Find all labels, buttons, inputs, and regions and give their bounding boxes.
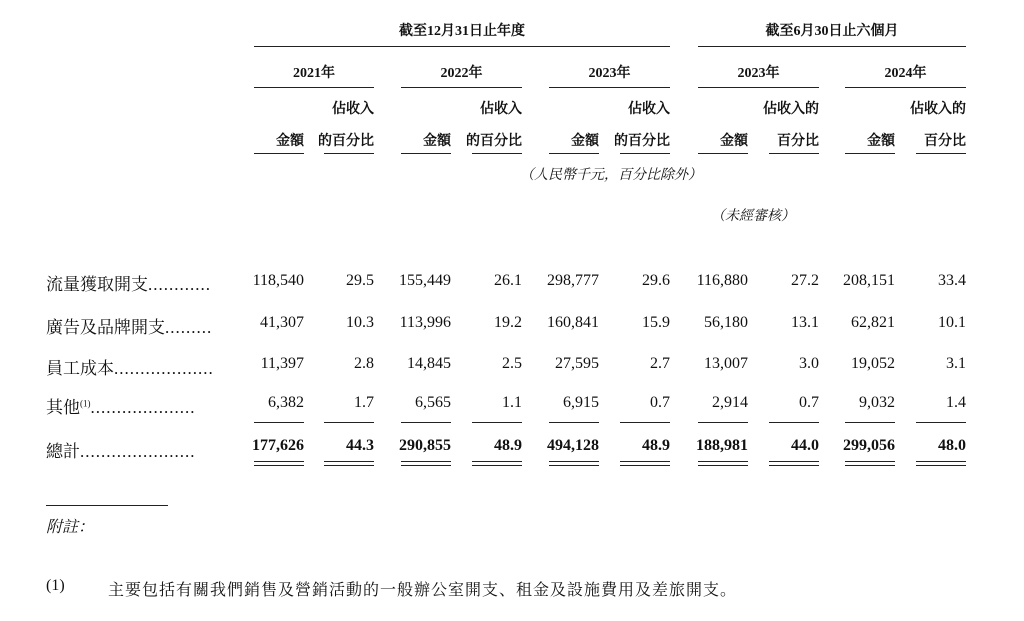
note-text: 主要包括有關我們銷售及營銷活動的一般辦公室開支、租金及設施費用及差旅開支。 <box>108 582 738 599</box>
unaudited-note: （未經審核） <box>711 209 795 224</box>
subtotal-rule <box>845 422 895 423</box>
table-cell: 3.1 <box>946 355 966 372</box>
table-cell: 160,841 <box>547 314 599 331</box>
double-rule <box>401 465 451 466</box>
total-cell: 48.9 <box>494 437 522 454</box>
year-header: 2024年 <box>884 66 927 81</box>
col-amount: 金額 <box>571 134 599 149</box>
header-rule <box>698 46 966 47</box>
table-cell: 6,382 <box>268 394 304 411</box>
double-rule <box>769 461 819 462</box>
table-cell: 41,307 <box>260 314 304 331</box>
double-rule <box>620 465 670 466</box>
subtotal-rule <box>401 422 451 423</box>
table-cell: 13,007 <box>704 355 748 372</box>
table-cell: 1.1 <box>502 394 522 411</box>
row-label-staff-cost: 員工成本................... <box>46 359 214 378</box>
table-cell: 1.7 <box>354 394 374 411</box>
double-rule <box>916 461 966 462</box>
total-cell: 494,128 <box>547 437 599 454</box>
col-pct-line2: 百分比 <box>777 134 819 149</box>
double-rule <box>620 461 670 462</box>
table-cell: 56,180 <box>704 314 748 331</box>
total-cell: 299,056 <box>843 437 895 454</box>
subtotal-rule <box>472 422 522 423</box>
footnote-marker: (1) <box>80 398 91 409</box>
col-rule <box>549 153 599 154</box>
row-label-advertising-brand: 廣告及品牌開支......... <box>46 318 213 337</box>
table-cell: 15.9 <box>642 314 670 331</box>
table-cell: 1.4 <box>946 394 966 411</box>
table-cell: 116,880 <box>696 272 748 289</box>
double-rule <box>698 465 748 466</box>
subtotal-rule <box>769 422 819 423</box>
col-amount: 金額 <box>276 134 304 149</box>
year-rule <box>549 87 670 88</box>
col-pct-line2: 的百分比 <box>466 134 522 149</box>
double-rule <box>549 465 599 466</box>
table-cell: 113,996 <box>399 314 451 331</box>
col-amount: 金額 <box>867 134 895 149</box>
table-cell: 29.6 <box>642 272 670 289</box>
year-rule <box>401 87 522 88</box>
double-rule <box>254 465 304 466</box>
col-rule <box>401 153 451 154</box>
table-cell: 19.2 <box>494 314 522 331</box>
col-rule <box>472 153 522 154</box>
table-cell: 29.5 <box>346 272 374 289</box>
col-pct-line1: 佔收入 <box>480 102 522 117</box>
year-rule <box>254 87 374 88</box>
total-cell: 44.3 <box>346 437 374 454</box>
col-rule <box>769 153 819 154</box>
double-rule <box>401 461 451 462</box>
header-rule <box>254 46 670 47</box>
double-rule <box>472 461 522 462</box>
col-rule <box>324 153 374 154</box>
note-number: (1) <box>46 577 65 594</box>
table-cell: 27,595 <box>555 355 599 372</box>
unit-note: （人民幣千元，百分比除外） <box>520 168 702 183</box>
row-label-traffic-acquisition: 流量獲取開支............ <box>46 275 211 294</box>
table-cell: 2,914 <box>712 394 748 411</box>
table-cell: 3.0 <box>799 355 819 372</box>
subtotal-rule <box>698 422 748 423</box>
table-cell: 13.1 <box>791 314 819 331</box>
table-cell: 10.1 <box>938 314 966 331</box>
double-rule <box>916 465 966 466</box>
double-rule <box>324 461 374 462</box>
double-rule <box>324 465 374 466</box>
subtotal-rule <box>916 422 966 423</box>
table-cell: 6,915 <box>563 394 599 411</box>
double-rule <box>549 461 599 462</box>
subtotal-rule <box>549 422 599 423</box>
col-rule <box>698 153 748 154</box>
col-pct-line2: 的百分比 <box>318 134 374 149</box>
table-cell: 208,151 <box>843 272 895 289</box>
double-rule <box>472 465 522 466</box>
table-cell: 14,845 <box>407 355 451 372</box>
table-cell: 298,777 <box>547 272 599 289</box>
row-label-others: 其他$^{(1)}$.................... <box>46 398 196 417</box>
table-cell: 62,821 <box>851 314 895 331</box>
col-pct-line1: 佔收入 <box>628 102 670 117</box>
col-amount: 金額 <box>720 134 748 149</box>
double-rule <box>845 465 895 466</box>
table-cell: 11,397 <box>260 355 304 372</box>
total-cell: 48.0 <box>938 437 966 454</box>
year-header: 2023年 <box>588 66 631 81</box>
col-amount: 金額 <box>423 134 451 149</box>
table-cell: 2.5 <box>502 355 522 372</box>
col-rule <box>620 153 670 154</box>
total-cell: 188,981 <box>696 437 748 454</box>
table-cell: 155,449 <box>399 272 451 289</box>
table-cell: 27.2 <box>791 272 819 289</box>
year-header: 2021年 <box>293 66 335 81</box>
table-cell: 19,052 <box>851 355 895 372</box>
year-rule <box>698 87 819 88</box>
col-rule <box>845 153 895 154</box>
col-pct-line2: 的百分比 <box>614 134 670 149</box>
total-cell: 177,626 <box>252 437 304 454</box>
header-period-six-months: 截至6月30日止六個月 <box>765 24 899 39</box>
table-cell: 33.4 <box>938 272 966 289</box>
table-cell: 9,032 <box>859 394 895 411</box>
subtotal-rule <box>324 422 374 423</box>
subtotal-rule <box>620 422 670 423</box>
table-cell: 2.8 <box>354 355 374 372</box>
total-cell: 44.0 <box>791 437 819 454</box>
table-cell: 2.7 <box>650 355 670 372</box>
col-rule <box>254 153 304 154</box>
total-cell: 48.9 <box>642 437 670 454</box>
double-rule <box>845 461 895 462</box>
col-pct-line1: 佔收入的 <box>910 102 966 117</box>
table-cell: 0.7 <box>799 394 819 411</box>
double-rule <box>254 461 304 462</box>
subtotal-rule <box>254 422 304 423</box>
year-header: 2022年 <box>440 66 483 81</box>
footnote-separator <box>46 505 168 506</box>
double-rule <box>698 461 748 462</box>
col-pct-line1: 佔收入 <box>332 102 374 117</box>
table-cell: 10.3 <box>346 314 374 331</box>
table-cell: 118,540 <box>252 272 304 289</box>
notes-title: 附註： <box>46 519 95 536</box>
col-pct-line2: 百分比 <box>924 134 966 149</box>
year-header: 2023年 <box>737 66 780 81</box>
table-cell: 6,565 <box>415 394 451 411</box>
total-cell: 290,855 <box>399 437 451 454</box>
double-rule <box>769 465 819 466</box>
header-period-full-year: 截至12月31日止年度 <box>399 24 525 39</box>
table-cell: 26.1 <box>494 272 522 289</box>
table-cell: 0.7 <box>650 394 670 411</box>
year-rule <box>845 87 966 88</box>
row-label-total: 總計...................... <box>46 442 196 461</box>
col-pct-line1: 佔收入的 <box>763 102 819 117</box>
col-rule <box>916 153 966 154</box>
